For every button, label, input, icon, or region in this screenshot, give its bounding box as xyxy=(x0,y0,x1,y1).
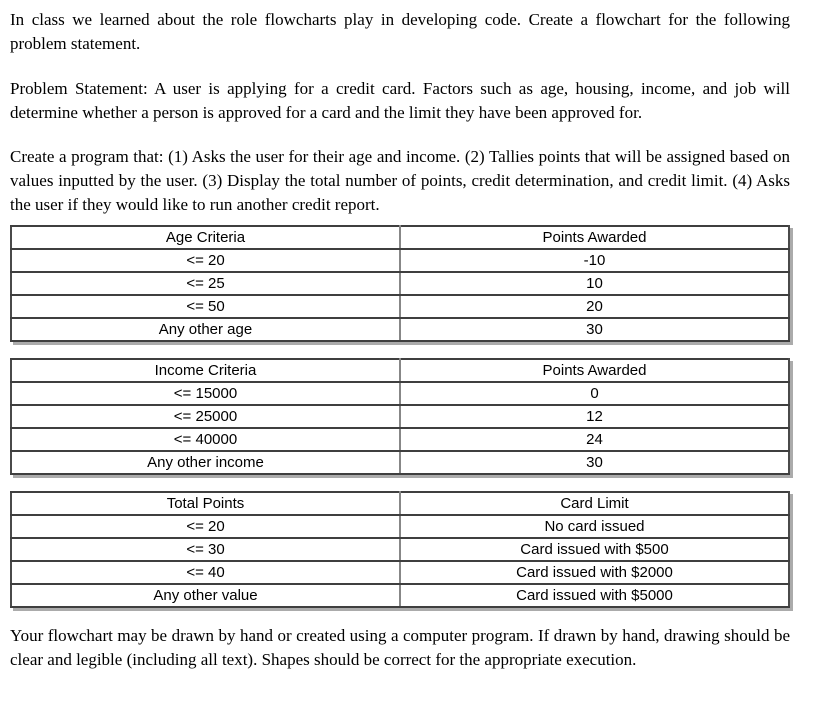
card-limit-cell: Card issued with $5000 xyxy=(400,584,789,607)
card-limit-table-header-row xyxy=(11,492,789,515)
total-points-cell: Any other value xyxy=(11,584,400,607)
card-limit-cell: Card issued with $500 xyxy=(400,538,789,561)
age-criteria-cell: <= 20 xyxy=(11,249,400,272)
income-criteria-cell: <= 15000 xyxy=(11,382,400,405)
table-row xyxy=(11,538,789,561)
age-points-cell: 30 xyxy=(400,318,789,341)
income-criteria-header: Income Criteria xyxy=(11,359,400,382)
table-row xyxy=(11,561,789,584)
problem-statement-paragraph: Problem Statement: A user is applying for a credit card. Factors such as age, housing, income, and job will determine whether a person is approved for a card and the limit they have been approved for. xyxy=(10,79,790,122)
age-points-header: Points Awarded xyxy=(400,226,789,249)
age-points-cell: 20 xyxy=(400,295,789,318)
table-row xyxy=(11,515,789,538)
table-row xyxy=(11,428,789,451)
card-limit-header: Card Limit xyxy=(400,492,789,515)
table-row xyxy=(11,451,789,474)
income-points-header: Points Awarded xyxy=(400,359,789,382)
card-limit-cell: Card issued with $2000 xyxy=(400,561,789,584)
total-points-header: Total Points xyxy=(11,492,400,515)
income-criteria-cell: <= 40000 xyxy=(11,428,400,451)
table-row xyxy=(11,249,789,272)
age-criteria-cell: Any other age xyxy=(11,318,400,341)
total-points-cell: <= 30 xyxy=(11,538,400,561)
income-points-cell: 24 xyxy=(400,428,789,451)
total-points-cell: <= 40 xyxy=(11,561,400,584)
closing-paragraph: Your flowchart may be drawn by hand or created using a computer program. If drawn by hand, drawing should be clear and legible (including all text). Shapes should be correct for the appropriate execution. xyxy=(10,626,790,669)
age-table-header-row xyxy=(11,226,789,249)
age-criteria-cell: <= 50 xyxy=(11,295,400,318)
card-limit-table xyxy=(10,491,790,608)
age-criteria-header: Age Criteria xyxy=(11,226,400,249)
program-requirements-paragraph: Create a program that: (1) Asks the user for their age and income. (2) Tallies points that will be assigned based on values inputted by the user. (3) Display the total number of points, credit determination, and credit limit. (4) Asks the user if they would like to run another credit report. xyxy=(10,147,790,214)
card-limit-cell: No card issued xyxy=(400,515,789,538)
age-points-cell: -10 xyxy=(400,249,789,272)
table-row xyxy=(11,295,789,318)
income-criteria-cell: <= 25000 xyxy=(11,405,400,428)
intro-paragraph: In class we learned about the role flowcharts play in developing code. Create a flowchart for the following problem statement. xyxy=(10,10,790,53)
total-points-cell: <= 20 xyxy=(11,515,400,538)
income-points-cell: 30 xyxy=(400,451,789,474)
table-row xyxy=(11,405,789,428)
age-criteria-cell: <= 25 xyxy=(11,272,400,295)
income-points-cell: 0 xyxy=(400,382,789,405)
income-criteria-table xyxy=(10,358,790,475)
table-row xyxy=(11,584,789,607)
income-table-header-row xyxy=(11,359,789,382)
income-criteria-cell: Any other income xyxy=(11,451,400,474)
income-points-cell: 12 xyxy=(400,405,789,428)
age-points-cell: 10 xyxy=(400,272,789,295)
age-criteria-table xyxy=(10,225,790,342)
table-row xyxy=(11,318,789,341)
table-row xyxy=(11,272,789,295)
table-row xyxy=(11,382,789,405)
